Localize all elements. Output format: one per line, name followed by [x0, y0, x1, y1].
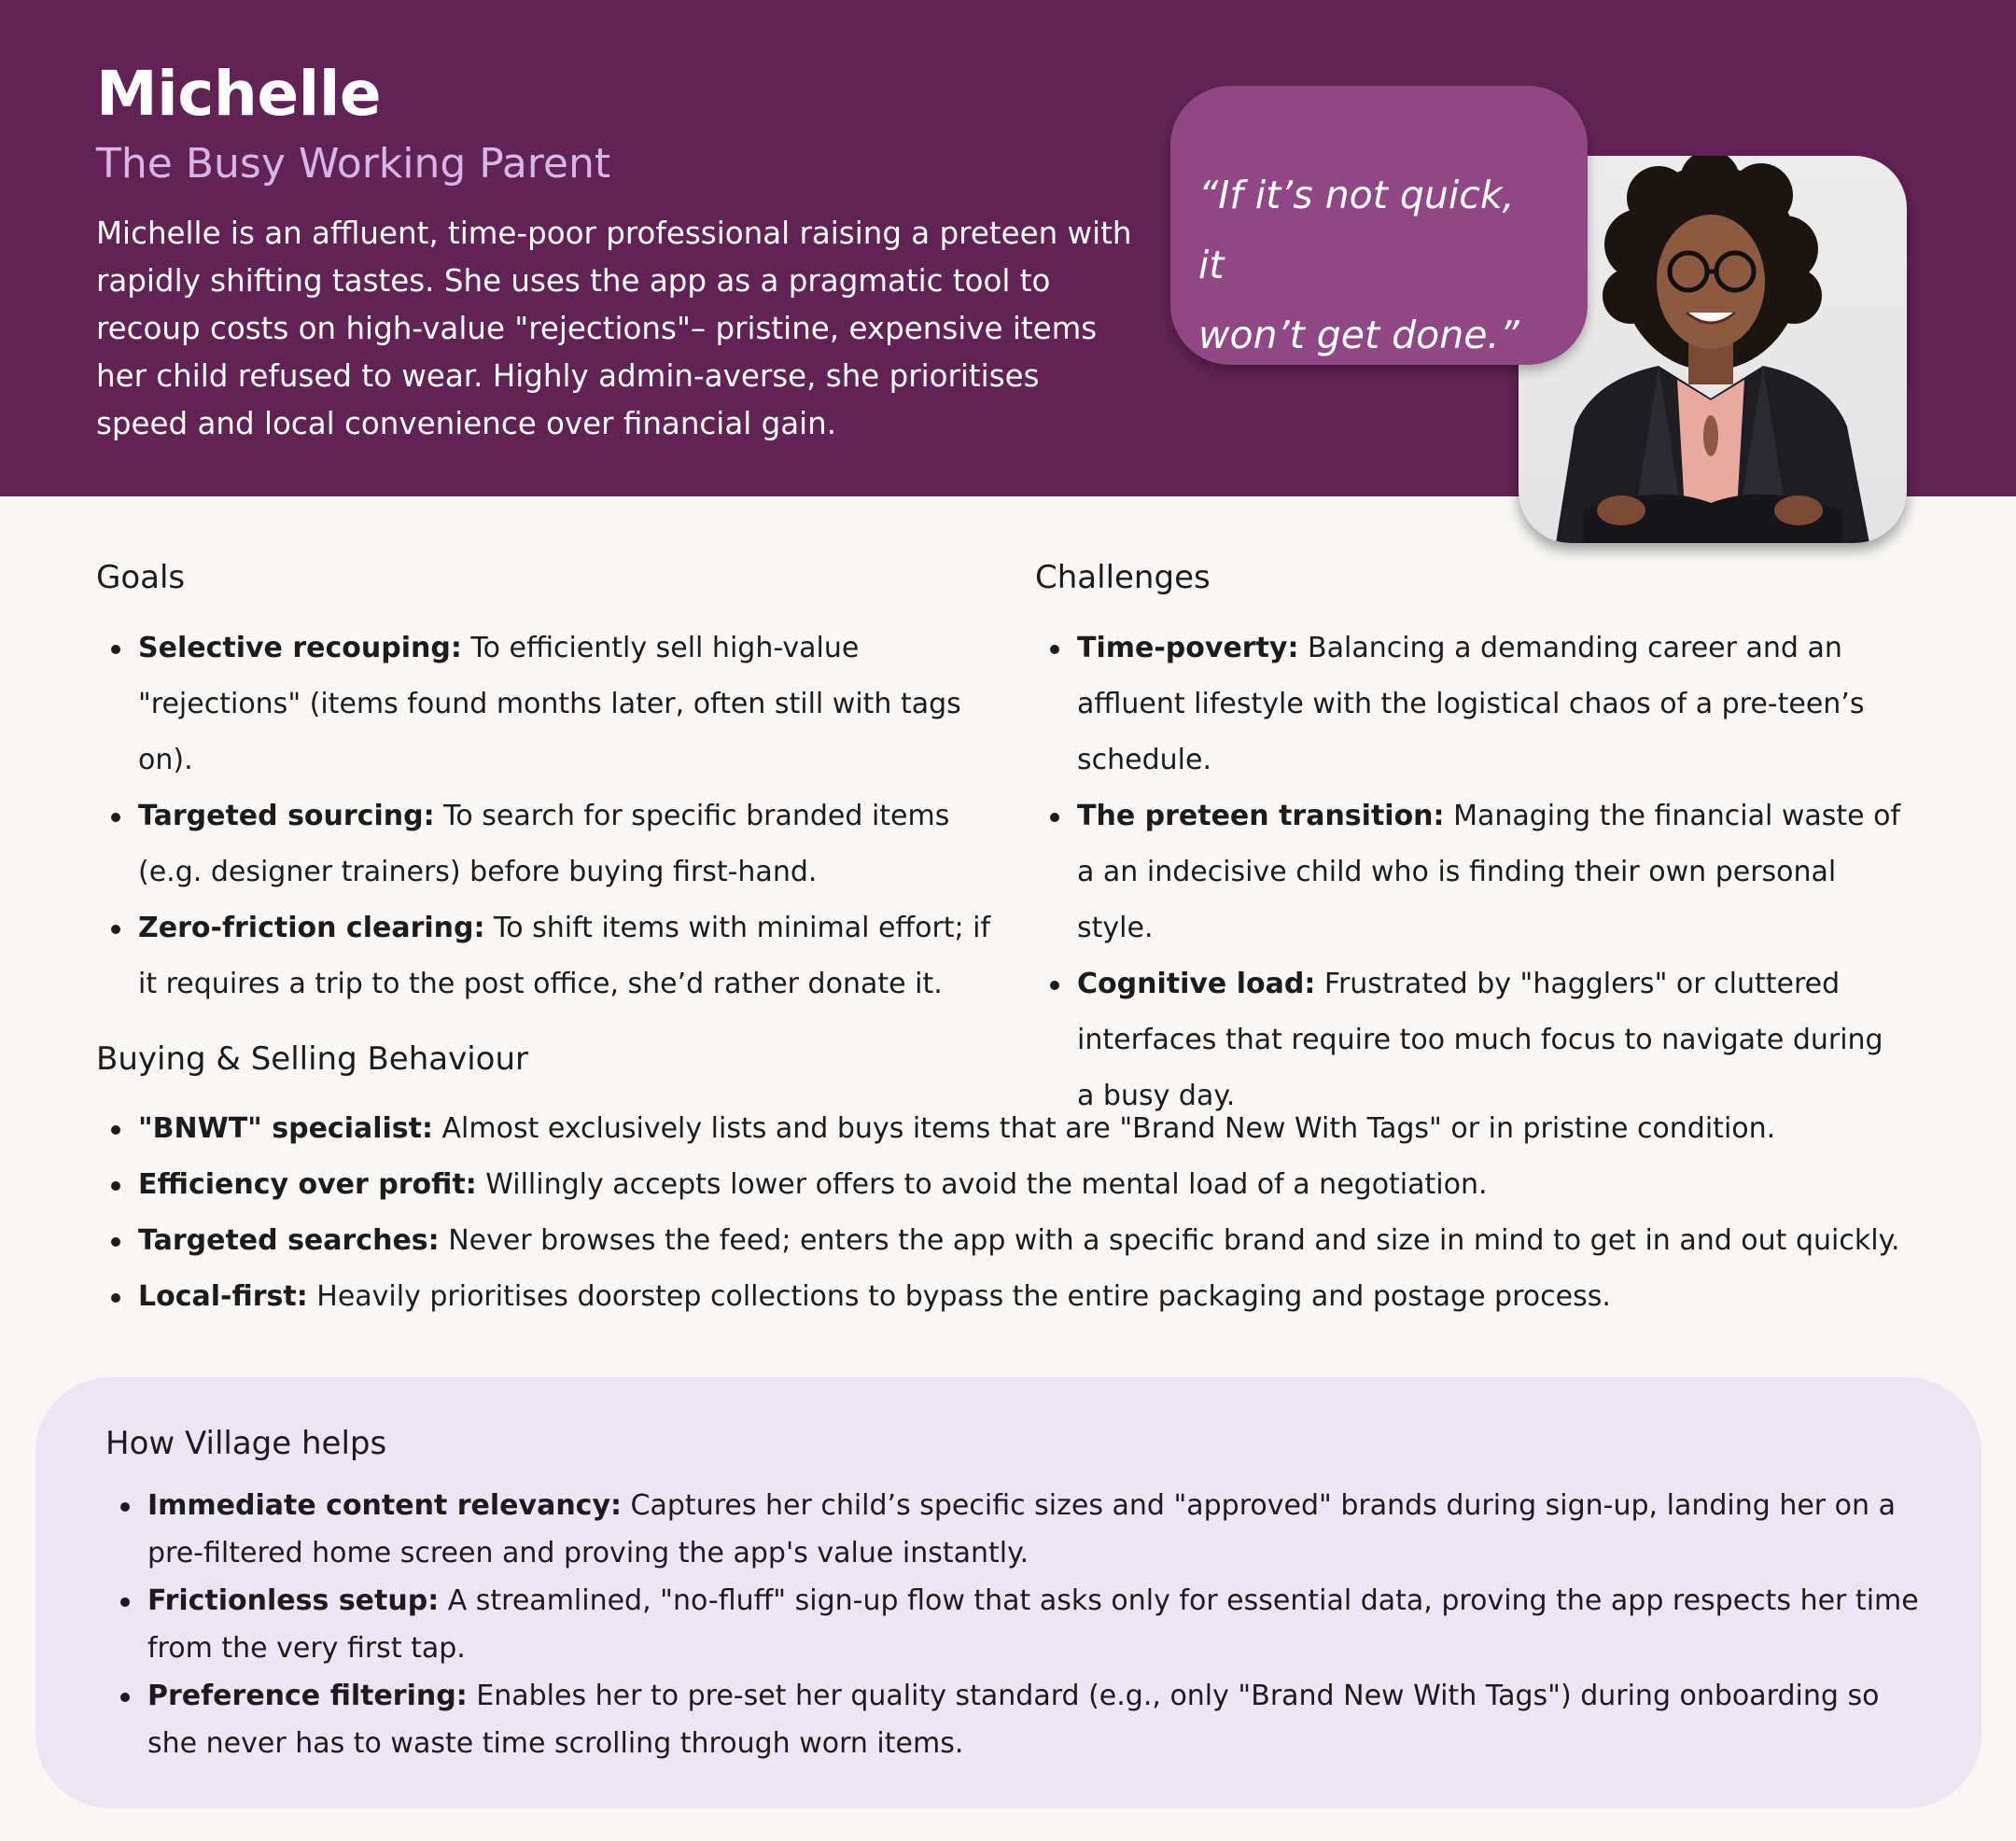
list-item — [105, 1672, 1935, 1767]
list-item — [105, 1482, 1935, 1577]
item-label: Local-first: — [138, 1280, 308, 1313]
behaviour-list — [96, 1101, 1963, 1325]
item-label: Selective recouping: — [138, 632, 462, 664]
village-heading: How Village helps — [105, 1425, 387, 1462]
item-label: Cognitive load: — [1077, 968, 1316, 1000]
item-text: Almost exclusively lists and buys items that are "Brand New With Tags" or in pristine condition. — [432, 1112, 1776, 1145]
persona-quote-bubble — [1170, 86, 1588, 365]
quote-line-1: “If it’s not quick, it — [1198, 173, 1515, 287]
list-item — [1035, 788, 1903, 956]
item-label: Preference filtering: — [147, 1680, 468, 1712]
item-text: Balancing a demanding career and an affluent lifestyle with the logistical chaos of a pre-teen’s schedule. — [1077, 632, 1865, 776]
list-item — [96, 788, 992, 900]
challenges-heading: Challenges — [1035, 559, 1211, 596]
item-text: To shift items with minimal effort; if it requires a trip to the post office, she’d rather donate it. — [138, 912, 991, 1000]
list-item — [96, 621, 992, 788]
item-text: Captures her child’s specific sizes and "approved" brands during sign-up, landing her on a pre-filtered home screen and proving the app's value instantly. — [147, 1489, 1896, 1569]
item-label: Targeted searches: — [138, 1224, 440, 1257]
list-item — [96, 900, 992, 1012]
persona-summary: Michelle is an affluent, time-poor professional raising a preteen with rapidly shifting tastes. She uses the app as a pragmatic tool to recoup costs on high-value "rejections"– pristine, expensive items her child refused to wear. Highly admin-averse, she prioritises speed and local convenience over financial gain. — [96, 216, 1132, 441]
village-panel — [35, 1377, 1981, 1808]
item-text: Never browses the feed; enters the app with a specific brand and size in mind to get in and out quickly. — [439, 1224, 1900, 1257]
list-item — [1035, 621, 1903, 788]
persona-name: Michelle — [96, 58, 382, 130]
list-item — [96, 1101, 1963, 1157]
item-text: Frustrated by "hagglers" or cluttered interfaces that require too much focus to navigate during a busy day. — [1077, 968, 1883, 1112]
list-item — [96, 1269, 1963, 1325]
item-text: Managing the financial waste of a an indecisive child who is finding their own personal style. — [1077, 800, 1901, 944]
item-text: Enables her to pre-set her quality standard (e.g., only "Brand New With Tags") during onboarding so she never has to waste time scrolling through worn items. — [147, 1680, 1880, 1760]
quote-line-2: won’t get done.” — [1198, 313, 1519, 357]
goals-list — [96, 621, 992, 1012]
challenges-list — [1035, 621, 1903, 1124]
item-text: To efficiently sell high-value "rejections" (items found months later, often still with tags on). — [138, 632, 961, 776]
item-label: Frictionless setup: — [147, 1584, 440, 1617]
list-item — [96, 1157, 1963, 1213]
list-item — [96, 1213, 1963, 1269]
item-text: Willingly accepts lower offers to avoid the mental load of a negotiation. — [476, 1168, 1488, 1201]
goals-heading: Goals — [96, 559, 186, 596]
item-label: Efficiency over profit: — [138, 1168, 477, 1201]
item-label: Zero-friction clearing: — [138, 912, 485, 944]
item-label: Targeted sourcing: — [138, 800, 435, 832]
persona-subtitle: The Busy Working Parent — [96, 140, 611, 188]
list-item — [1035, 956, 1903, 1124]
item-text: Heavily prioritises doorstep collections to bypass the entire packaging and postage process. — [307, 1280, 1611, 1313]
item-label: Time-poverty: — [1077, 632, 1299, 664]
village-list — [105, 1482, 1935, 1767]
behaviour-heading: Buying & Selling Behaviour — [96, 1040, 529, 1078]
item-text: A streamlined, "no-fluff" sign-up flow that asks only for essential data, proving the app respects her time from the very first tap. — [147, 1584, 1919, 1665]
item-text: To search for specific branded items (e.g. designer trainers) before buying first-hand. — [138, 800, 950, 888]
item-label: The preteen transition: — [1077, 800, 1445, 832]
item-label: "BNWT" specialist: — [138, 1112, 433, 1145]
list-item — [105, 1577, 1935, 1672]
item-label: Immediate content relevancy: — [147, 1489, 623, 1522]
